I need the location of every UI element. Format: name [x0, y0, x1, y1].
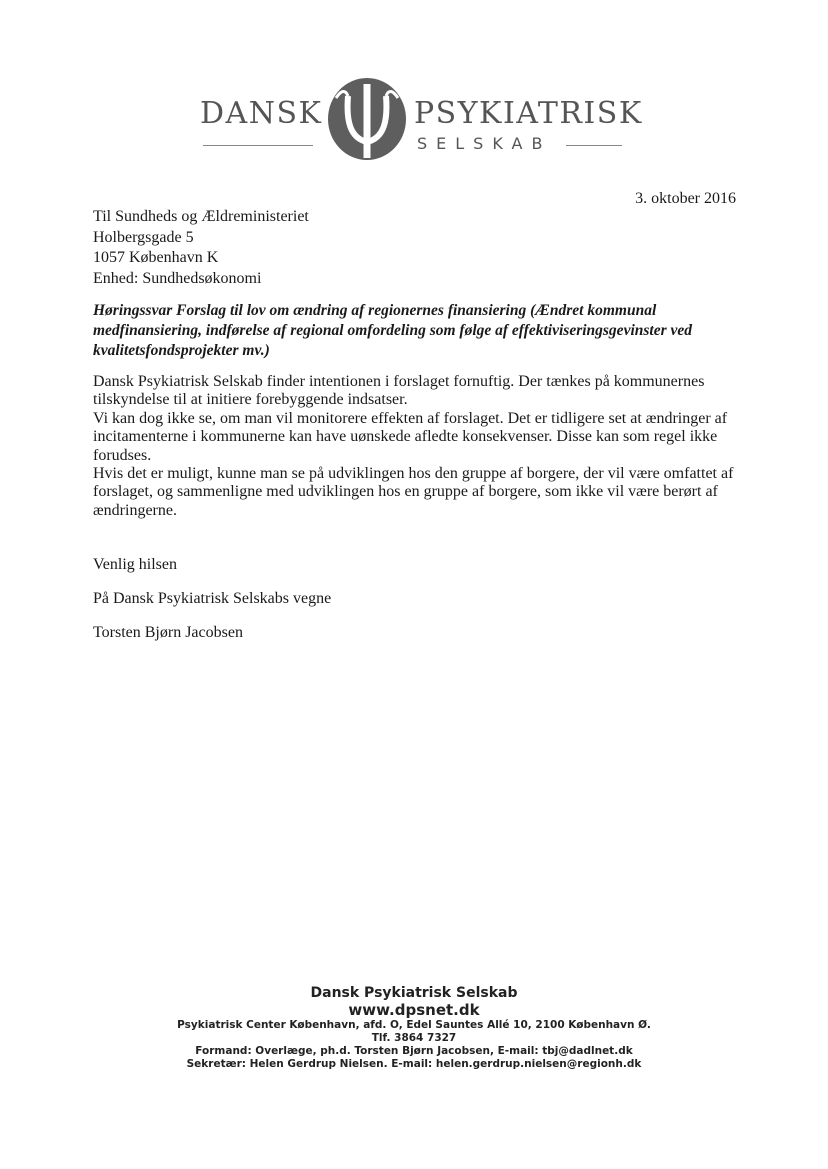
- footer-org-name: Dansk Psykiatrisk Selskab: [310, 985, 518, 1001]
- body-paragraph: Hvis det er muligt, kunne man se på udviklingen hos den gruppe af borgere, der vil være omfattet af forslaget, og sammenligne med udviklingen hos en gruppe af borgere, som ikke vil være berørt af ændringerne.: [93, 465, 734, 519]
- letter-date: 3. oktober 2016: [635, 190, 736, 207]
- footer-chair: Formand: Overlæge, ph.d. Torsten Bjørn Jacobsen, E-mail: tbj@dadlnet.dk: [195, 1045, 633, 1057]
- footer-secretary: Sekretær: Helen Gerdrup Nielsen. E-mail: helen.gerdrup.nielsen@regionh.dk: [186, 1058, 642, 1070]
- footer-phone: Tlf. 3864 7327: [371, 1032, 457, 1044]
- logo-word-psykiatrisk: PSYKIATRISK: [414, 96, 643, 131]
- footer-website-link[interactable]: www.dpsnet.dk: [348, 1001, 480, 1019]
- signer-name: Torsten Bjørn Jacobsen: [93, 624, 243, 641]
- letterhead-rule-right: [566, 145, 622, 146]
- body-paragraph: Dansk Psykiatrisk Selskab finder intentionen i forslaget fornuftig. Der tænkes på kommunernes tilskyndelse til at initiere forebyggende indsatser.: [93, 373, 705, 409]
- recipient-line: Enhed: Sundhedsøkonomi: [93, 269, 262, 287]
- logo-word-selskab: SELSKAB: [417, 134, 552, 153]
- closing-greeting: Venlig hilsen: [93, 556, 177, 573]
- recipient-line: Til Sundheds og Ældreministeriet: [93, 208, 309, 225]
- body-paragraph: Vi kan dog ikke se, om man vil monitorere effekten af forslaget. Det er tidligere set at ændringer af incitamenterne i kommunerne kan have uønskede afledte konsekvenser. Disse kan som regel ikke forudses.: [93, 409, 728, 464]
- closing-on-behalf: På Dansk Psykiatrisk Selskabs vegne: [93, 590, 332, 607]
- footer-address: Psykiatrisk Center København, afd. O, Edel Sauntes Allé 10, 2100 København Ø.: [177, 1019, 651, 1031]
- letter-body: [93, 373, 738, 520]
- letter-subject: Høringssvar Forslag til lov om ændring af regionernes finansiering (Ændret kommunal medfinansiering, indførelse af regional omfordeling som følge af effektiviseringsgevinster ved kvalitetsfondsprojekter mv.): [93, 302, 693, 359]
- recipient-address: [93, 207, 309, 289]
- logo-word-dansk: DANSK: [200, 96, 323, 131]
- letterhead-rule-left: [203, 145, 313, 146]
- dps-emblem-logo: [326, 76, 408, 162]
- recipient-line: 1057 København K: [93, 249, 219, 266]
- recipient-line: Holbergsgade 5: [93, 228, 194, 246]
